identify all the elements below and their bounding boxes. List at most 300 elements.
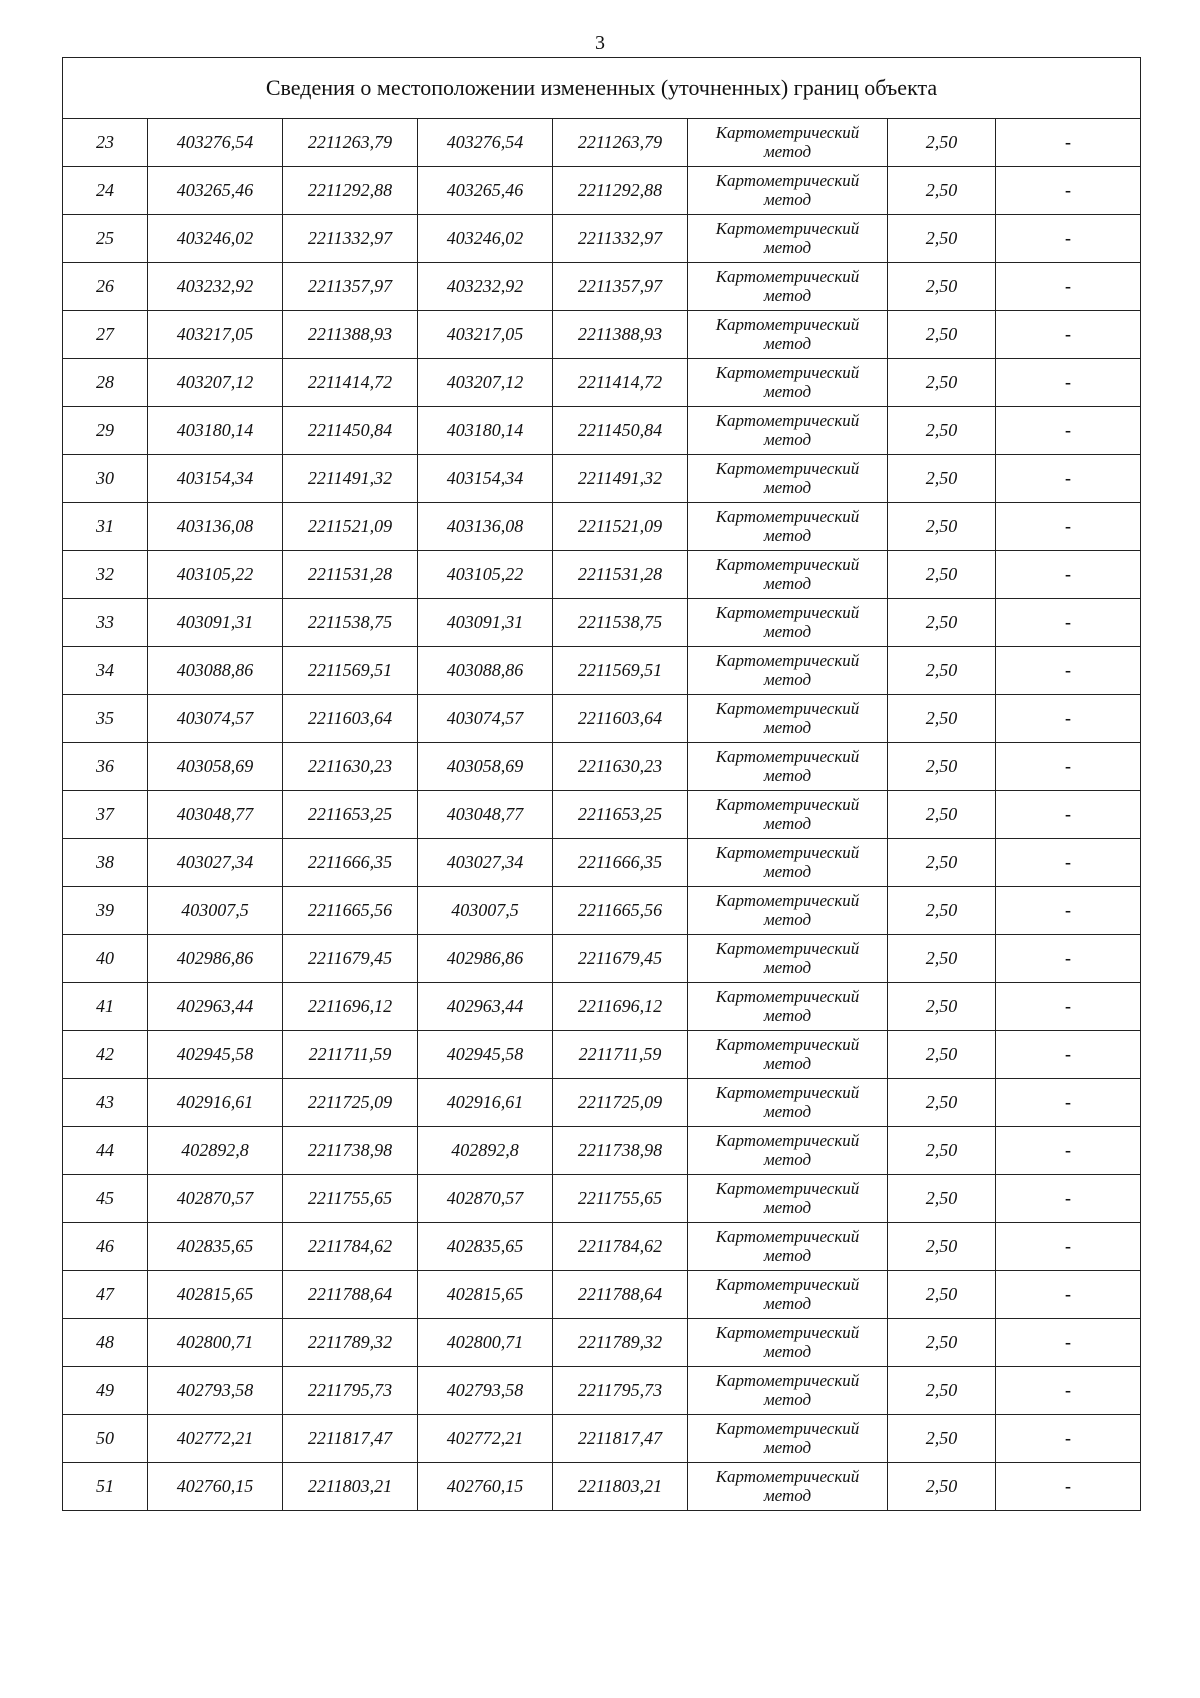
table-body: [63, 58, 1141, 1511]
refined-y-cell: 2211491,32: [553, 455, 688, 503]
note-cell: -: [996, 1463, 1141, 1511]
refined-y-cell: 2211725,09: [553, 1079, 688, 1127]
refined-x-cell: 403027,34: [418, 839, 553, 887]
accuracy-cell: 2,50: [888, 887, 996, 935]
refined-x-cell: 402945,58: [418, 1031, 553, 1079]
method-cell: [688, 791, 888, 839]
accuracy-cell: 2,50: [888, 311, 996, 359]
note-cell: -: [996, 743, 1141, 791]
method-line-1: Картометрический: [715, 170, 860, 190]
accuracy-cell: 2,50: [888, 983, 996, 1031]
table-row: [63, 455, 1141, 503]
refined-y-cell: 2211711,59: [553, 1031, 688, 1079]
accuracy-cell: 2,50: [888, 647, 996, 695]
note-cell: -: [996, 407, 1141, 455]
method-cell: [688, 1031, 888, 1079]
method-line-1: Картометрический: [715, 842, 860, 862]
method-line-2: метод: [763, 1437, 812, 1457]
existing-y-cell: 2211538,75: [283, 599, 418, 647]
refined-y-cell: 2211803,21: [553, 1463, 688, 1511]
refined-y-cell: 2211292,88: [553, 167, 688, 215]
method-line-2: метод: [763, 909, 812, 929]
existing-y-cell: 2211292,88: [283, 167, 418, 215]
note-cell: -: [996, 1415, 1141, 1463]
method-cell: [688, 1367, 888, 1415]
refined-x-cell: 403088,86: [418, 647, 553, 695]
existing-x-cell: 403091,31: [148, 599, 283, 647]
method-line-2: метод: [763, 621, 812, 641]
table-row: [63, 407, 1141, 455]
existing-x-cell: 403007,5: [148, 887, 283, 935]
method-cell: [688, 407, 888, 455]
accuracy-cell: 2,50: [888, 455, 996, 503]
refined-y-cell: 2211521,09: [553, 503, 688, 551]
refined-y-cell: 2211789,32: [553, 1319, 688, 1367]
refined-x-cell: 403265,46: [418, 167, 553, 215]
method-cell: [688, 311, 888, 359]
existing-y-cell: 2211788,64: [283, 1271, 418, 1319]
method-line-1: Картометрический: [715, 266, 860, 286]
refined-x-cell: 402793,58: [418, 1367, 553, 1415]
existing-y-cell: 2211414,72: [283, 359, 418, 407]
table-row: [63, 887, 1141, 935]
method-line-1: Картометрический: [715, 1418, 860, 1438]
method-line-2: метод: [763, 525, 812, 545]
method-line-2: метод: [763, 957, 812, 977]
method-line-2: метод: [763, 765, 812, 785]
method-line-1: Картометрический: [715, 1466, 860, 1486]
existing-x-cell: 403265,46: [148, 167, 283, 215]
note-cell: -: [996, 359, 1141, 407]
refined-x-cell: 403136,08: [418, 503, 553, 551]
note-cell: -: [996, 791, 1141, 839]
method-line-1: Картометрический: [715, 746, 860, 766]
accuracy-cell: 2,50: [888, 1127, 996, 1175]
method-line-2: метод: [763, 1341, 812, 1361]
note-cell: -: [996, 455, 1141, 503]
accuracy-cell: 2,50: [888, 695, 996, 743]
accuracy-cell: 2,50: [888, 935, 996, 983]
existing-x-cell: 403246,02: [148, 215, 283, 263]
method-cell: [688, 839, 888, 887]
existing-x-cell: 403074,57: [148, 695, 283, 743]
accuracy-cell: 2,50: [888, 1367, 996, 1415]
note-cell: -: [996, 647, 1141, 695]
note-cell: -: [996, 935, 1141, 983]
note-cell: -: [996, 599, 1141, 647]
table-row: [63, 935, 1141, 983]
method-cell: [688, 1175, 888, 1223]
method-line-2: метод: [763, 333, 812, 353]
accuracy-cell: 2,50: [888, 1031, 996, 1079]
existing-y-cell: 2211696,12: [283, 983, 418, 1031]
existing-y-cell: 2211569,51: [283, 647, 418, 695]
note-cell: -: [996, 311, 1141, 359]
note-cell: -: [996, 983, 1141, 1031]
point-number-cell: 42: [63, 1031, 148, 1079]
refined-x-cell: 402835,65: [418, 1223, 553, 1271]
point-number-cell: 48: [63, 1319, 148, 1367]
method-line-1: Картометрический: [715, 362, 860, 382]
method-line-1: Картометрический: [715, 1130, 860, 1150]
point-number-cell: 27: [63, 311, 148, 359]
existing-x-cell: 403105,22: [148, 551, 283, 599]
accuracy-cell: 2,50: [888, 1271, 996, 1319]
method-cell: [688, 1463, 888, 1511]
existing-x-cell: 402986,86: [148, 935, 283, 983]
method-line-1: Картометрический: [715, 1082, 860, 1102]
method-cell: [688, 983, 888, 1031]
method-line-1: Картометрический: [715, 938, 860, 958]
refined-y-cell: 2211817,47: [553, 1415, 688, 1463]
point-number-cell: 40: [63, 935, 148, 983]
point-number-cell: 30: [63, 455, 148, 503]
method-cell: [688, 1223, 888, 1271]
point-number-cell: 47: [63, 1271, 148, 1319]
existing-y-cell: 2211666,35: [283, 839, 418, 887]
note-cell: -: [996, 1031, 1141, 1079]
method-cell: [688, 503, 888, 551]
accuracy-cell: 2,50: [888, 119, 996, 167]
point-number-cell: 24: [63, 167, 148, 215]
existing-x-cell: 403180,14: [148, 407, 283, 455]
refined-y-cell: 2211679,45: [553, 935, 688, 983]
existing-x-cell: 403027,34: [148, 839, 283, 887]
existing-x-cell: 403154,34: [148, 455, 283, 503]
point-number-cell: 44: [63, 1127, 148, 1175]
existing-y-cell: 2211332,97: [283, 215, 418, 263]
refined-x-cell: 403246,02: [418, 215, 553, 263]
existing-x-cell: 402835,65: [148, 1223, 283, 1271]
existing-y-cell: 2211755,65: [283, 1175, 418, 1223]
accuracy-cell: 2,50: [888, 1463, 996, 1511]
point-number-cell: 39: [63, 887, 148, 935]
note-cell: -: [996, 167, 1141, 215]
refined-x-cell: 402760,15: [418, 1463, 553, 1511]
table-row: [63, 1463, 1141, 1511]
existing-y-cell: 2211388,93: [283, 311, 418, 359]
note-cell: -: [996, 1079, 1141, 1127]
existing-x-cell: 402772,21: [148, 1415, 283, 1463]
point-number-cell: 33: [63, 599, 148, 647]
refined-y-cell: 2211569,51: [553, 647, 688, 695]
refined-y-cell: 2211784,62: [553, 1223, 688, 1271]
note-cell: -: [996, 695, 1141, 743]
refined-y-cell: 2211450,84: [553, 407, 688, 455]
point-number-cell: 25: [63, 215, 148, 263]
point-number-cell: 51: [63, 1463, 148, 1511]
refined-x-cell: 402870,57: [418, 1175, 553, 1223]
accuracy-cell: 2,50: [888, 1175, 996, 1223]
note-cell: -: [996, 1223, 1141, 1271]
point-number-cell: 50: [63, 1415, 148, 1463]
existing-y-cell: 2211653,25: [283, 791, 418, 839]
point-number-cell: 43: [63, 1079, 148, 1127]
existing-y-cell: 2211630,23: [283, 743, 418, 791]
table-row: [63, 1367, 1141, 1415]
method-line-2: метод: [763, 717, 812, 737]
method-line-2: метод: [763, 1197, 812, 1217]
refined-y-cell: 2211357,97: [553, 263, 688, 311]
refined-y-cell: 2211332,97: [553, 215, 688, 263]
method-line-1: Картометрический: [715, 602, 860, 622]
point-number-cell: 36: [63, 743, 148, 791]
method-line-1: Картометрический: [715, 506, 860, 526]
method-line-2: метод: [763, 813, 812, 833]
method-line-2: метод: [763, 1293, 812, 1313]
existing-x-cell: 402892,8: [148, 1127, 283, 1175]
table-row: [63, 167, 1141, 215]
existing-y-cell: 2211603,64: [283, 695, 418, 743]
refined-x-cell: 403217,05: [418, 311, 553, 359]
existing-x-cell: 402793,58: [148, 1367, 283, 1415]
refined-x-cell: 402892,8: [418, 1127, 553, 1175]
table-title-row: [63, 58, 1141, 119]
table-row: [63, 263, 1141, 311]
refined-y-cell: 2211538,75: [553, 599, 688, 647]
note-cell: -: [996, 1175, 1141, 1223]
table-row: [63, 839, 1141, 887]
note-cell: -: [996, 551, 1141, 599]
method-line-2: метод: [763, 141, 812, 161]
method-line-2: метод: [763, 1005, 812, 1025]
existing-x-cell: 403276,54: [148, 119, 283, 167]
accuracy-cell: 2,50: [888, 839, 996, 887]
refined-y-cell: 2211531,28: [553, 551, 688, 599]
refined-y-cell: 2211755,65: [553, 1175, 688, 1223]
accuracy-cell: 2,50: [888, 503, 996, 551]
refined-x-cell: 403091,31: [418, 599, 553, 647]
refined-x-cell: 403048,77: [418, 791, 553, 839]
table-row: [63, 359, 1141, 407]
existing-y-cell: 2211738,98: [283, 1127, 418, 1175]
existing-y-cell: 2211784,62: [283, 1223, 418, 1271]
table-row: [63, 695, 1141, 743]
refined-y-cell: 2211788,64: [553, 1271, 688, 1319]
existing-x-cell: 402945,58: [148, 1031, 283, 1079]
method-line-1: Картометрический: [715, 554, 860, 574]
method-cell: [688, 695, 888, 743]
note-cell: -: [996, 1367, 1141, 1415]
existing-x-cell: 403136,08: [148, 503, 283, 551]
accuracy-cell: 2,50: [888, 167, 996, 215]
point-number-cell: 49: [63, 1367, 148, 1415]
method-cell: [688, 1319, 888, 1367]
point-number-cell: 28: [63, 359, 148, 407]
existing-y-cell: 2211491,32: [283, 455, 418, 503]
refined-x-cell: 403207,12: [418, 359, 553, 407]
note-cell: -: [996, 1127, 1141, 1175]
refined-x-cell: 403105,22: [418, 551, 553, 599]
existing-x-cell: 403232,92: [148, 263, 283, 311]
existing-y-cell: 2211795,73: [283, 1367, 418, 1415]
existing-y-cell: 2211450,84: [283, 407, 418, 455]
method-cell: [688, 263, 888, 311]
table-row: [63, 1415, 1141, 1463]
method-cell: [688, 887, 888, 935]
table-row: [63, 311, 1141, 359]
method-cell: [688, 359, 888, 407]
note-cell: -: [996, 215, 1141, 263]
accuracy-cell: 2,50: [888, 359, 996, 407]
method-cell: [688, 215, 888, 263]
refined-y-cell: 2211653,25: [553, 791, 688, 839]
accuracy-cell: 2,50: [888, 791, 996, 839]
method-line-2: метод: [763, 381, 812, 401]
method-cell: [688, 743, 888, 791]
refined-y-cell: 2211414,72: [553, 359, 688, 407]
accuracy-cell: 2,50: [888, 599, 996, 647]
refined-x-cell: 403180,14: [418, 407, 553, 455]
method-cell: [688, 551, 888, 599]
table-title: Сведения о местоположении измененных (уточненных) границ объекта: [63, 58, 1141, 119]
method-line-2: метод: [763, 573, 812, 593]
accuracy-cell: 2,50: [888, 407, 996, 455]
existing-y-cell: 2211789,32: [283, 1319, 418, 1367]
point-number-cell: 46: [63, 1223, 148, 1271]
method-line-1: Картометрический: [715, 122, 860, 142]
point-number-cell: 29: [63, 407, 148, 455]
refined-y-cell: 2211738,98: [553, 1127, 688, 1175]
method-cell: [688, 1271, 888, 1319]
page-number: 3: [595, 32, 605, 54]
method-line-2: метод: [763, 189, 812, 209]
existing-x-cell: 402800,71: [148, 1319, 283, 1367]
method-cell: [688, 119, 888, 167]
existing-x-cell: 402815,65: [148, 1271, 283, 1319]
table-row: [63, 1127, 1141, 1175]
existing-y-cell: 2211521,09: [283, 503, 418, 551]
table-row: [63, 1175, 1141, 1223]
existing-y-cell: 2211357,97: [283, 263, 418, 311]
note-cell: -: [996, 839, 1141, 887]
note-cell: -: [996, 1319, 1141, 1367]
existing-x-cell: 402760,15: [148, 1463, 283, 1511]
existing-x-cell: 403088,86: [148, 647, 283, 695]
table-row: [63, 119, 1141, 167]
method-cell: [688, 599, 888, 647]
point-number-cell: 31: [63, 503, 148, 551]
refined-x-cell: 402916,61: [418, 1079, 553, 1127]
point-number-cell: 35: [63, 695, 148, 743]
table-row: [63, 503, 1141, 551]
method-cell: [688, 167, 888, 215]
existing-x-cell: 403207,12: [148, 359, 283, 407]
boundary-coordinates-table: [62, 57, 1141, 1511]
table-row: [63, 743, 1141, 791]
point-number-cell: 45: [63, 1175, 148, 1223]
point-number-cell: 37: [63, 791, 148, 839]
method-cell: [688, 1079, 888, 1127]
table-row: [63, 1271, 1141, 1319]
note-cell: -: [996, 503, 1141, 551]
accuracy-cell: 2,50: [888, 551, 996, 599]
point-number-cell: 26: [63, 263, 148, 311]
accuracy-cell: 2,50: [888, 743, 996, 791]
method-line-1: Картометрический: [715, 1034, 860, 1054]
method-line-2: метод: [763, 285, 812, 305]
method-line-2: метод: [763, 477, 812, 497]
method-line-2: метод: [763, 237, 812, 257]
refined-y-cell: 2211388,93: [553, 311, 688, 359]
method-line-1: Картометрический: [715, 986, 860, 1006]
method-line-2: метод: [763, 1389, 812, 1409]
point-number-cell: 38: [63, 839, 148, 887]
method-line-1: Картометрический: [715, 1370, 860, 1390]
existing-y-cell: 2211679,45: [283, 935, 418, 983]
note-cell: -: [996, 263, 1141, 311]
table-row: [63, 647, 1141, 695]
refined-y-cell: 2211696,12: [553, 983, 688, 1031]
method-line-1: Картометрический: [715, 1178, 860, 1198]
accuracy-cell: 2,50: [888, 1079, 996, 1127]
method-line-2: метод: [763, 1485, 812, 1505]
refined-y-cell: 2211666,35: [553, 839, 688, 887]
table-row: [63, 791, 1141, 839]
refined-x-cell: 403154,34: [418, 455, 553, 503]
refined-x-cell: 402986,86: [418, 935, 553, 983]
method-line-1: Картометрический: [715, 650, 860, 670]
refined-y-cell: 2211665,56: [553, 887, 688, 935]
method-line-2: метод: [763, 861, 812, 881]
method-line-2: метод: [763, 1101, 812, 1121]
table-row: [63, 215, 1141, 263]
refined-x-cell: 403007,5: [418, 887, 553, 935]
existing-y-cell: 2211817,47: [283, 1415, 418, 1463]
table-row: [63, 1079, 1141, 1127]
accuracy-cell: 2,50: [888, 1223, 996, 1271]
accuracy-cell: 2,50: [888, 1319, 996, 1367]
point-number-cell: 32: [63, 551, 148, 599]
existing-x-cell: 402916,61: [148, 1079, 283, 1127]
method-cell: [688, 1127, 888, 1175]
method-line-1: Картометрический: [715, 890, 860, 910]
refined-x-cell: 402815,65: [418, 1271, 553, 1319]
accuracy-cell: 2,50: [888, 215, 996, 263]
accuracy-cell: 2,50: [888, 1415, 996, 1463]
refined-x-cell: 403232,92: [418, 263, 553, 311]
refined-x-cell: 402772,21: [418, 1415, 553, 1463]
note-cell: -: [996, 887, 1141, 935]
existing-x-cell: 403217,05: [148, 311, 283, 359]
note-cell: -: [996, 119, 1141, 167]
refined-y-cell: 2211795,73: [553, 1367, 688, 1415]
existing-x-cell: 402870,57: [148, 1175, 283, 1223]
table-row: [63, 1031, 1141, 1079]
refined-y-cell: 2211603,64: [553, 695, 688, 743]
method-line-1: Картометрический: [715, 410, 860, 430]
point-number-cell: 23: [63, 119, 148, 167]
refined-x-cell: 403058,69: [418, 743, 553, 791]
method-cell: [688, 647, 888, 695]
table-row: [63, 983, 1141, 1031]
method-line-1: Картометрический: [715, 794, 860, 814]
method-line-2: метод: [763, 1149, 812, 1169]
method-line-2: метод: [763, 429, 812, 449]
method-line-2: метод: [763, 1245, 812, 1265]
method-line-1: Картометрический: [715, 1322, 860, 1342]
existing-y-cell: 2211263,79: [283, 119, 418, 167]
method-line-1: Картометрический: [715, 1226, 860, 1246]
point-number-cell: 41: [63, 983, 148, 1031]
refined-x-cell: 403074,57: [418, 695, 553, 743]
existing-y-cell: 2211711,59: [283, 1031, 418, 1079]
refined-x-cell: 402963,44: [418, 983, 553, 1031]
method-line-2: метод: [763, 669, 812, 689]
existing-y-cell: 2211725,09: [283, 1079, 418, 1127]
note-cell: -: [996, 1271, 1141, 1319]
method-line-1: Картометрический: [715, 314, 860, 334]
